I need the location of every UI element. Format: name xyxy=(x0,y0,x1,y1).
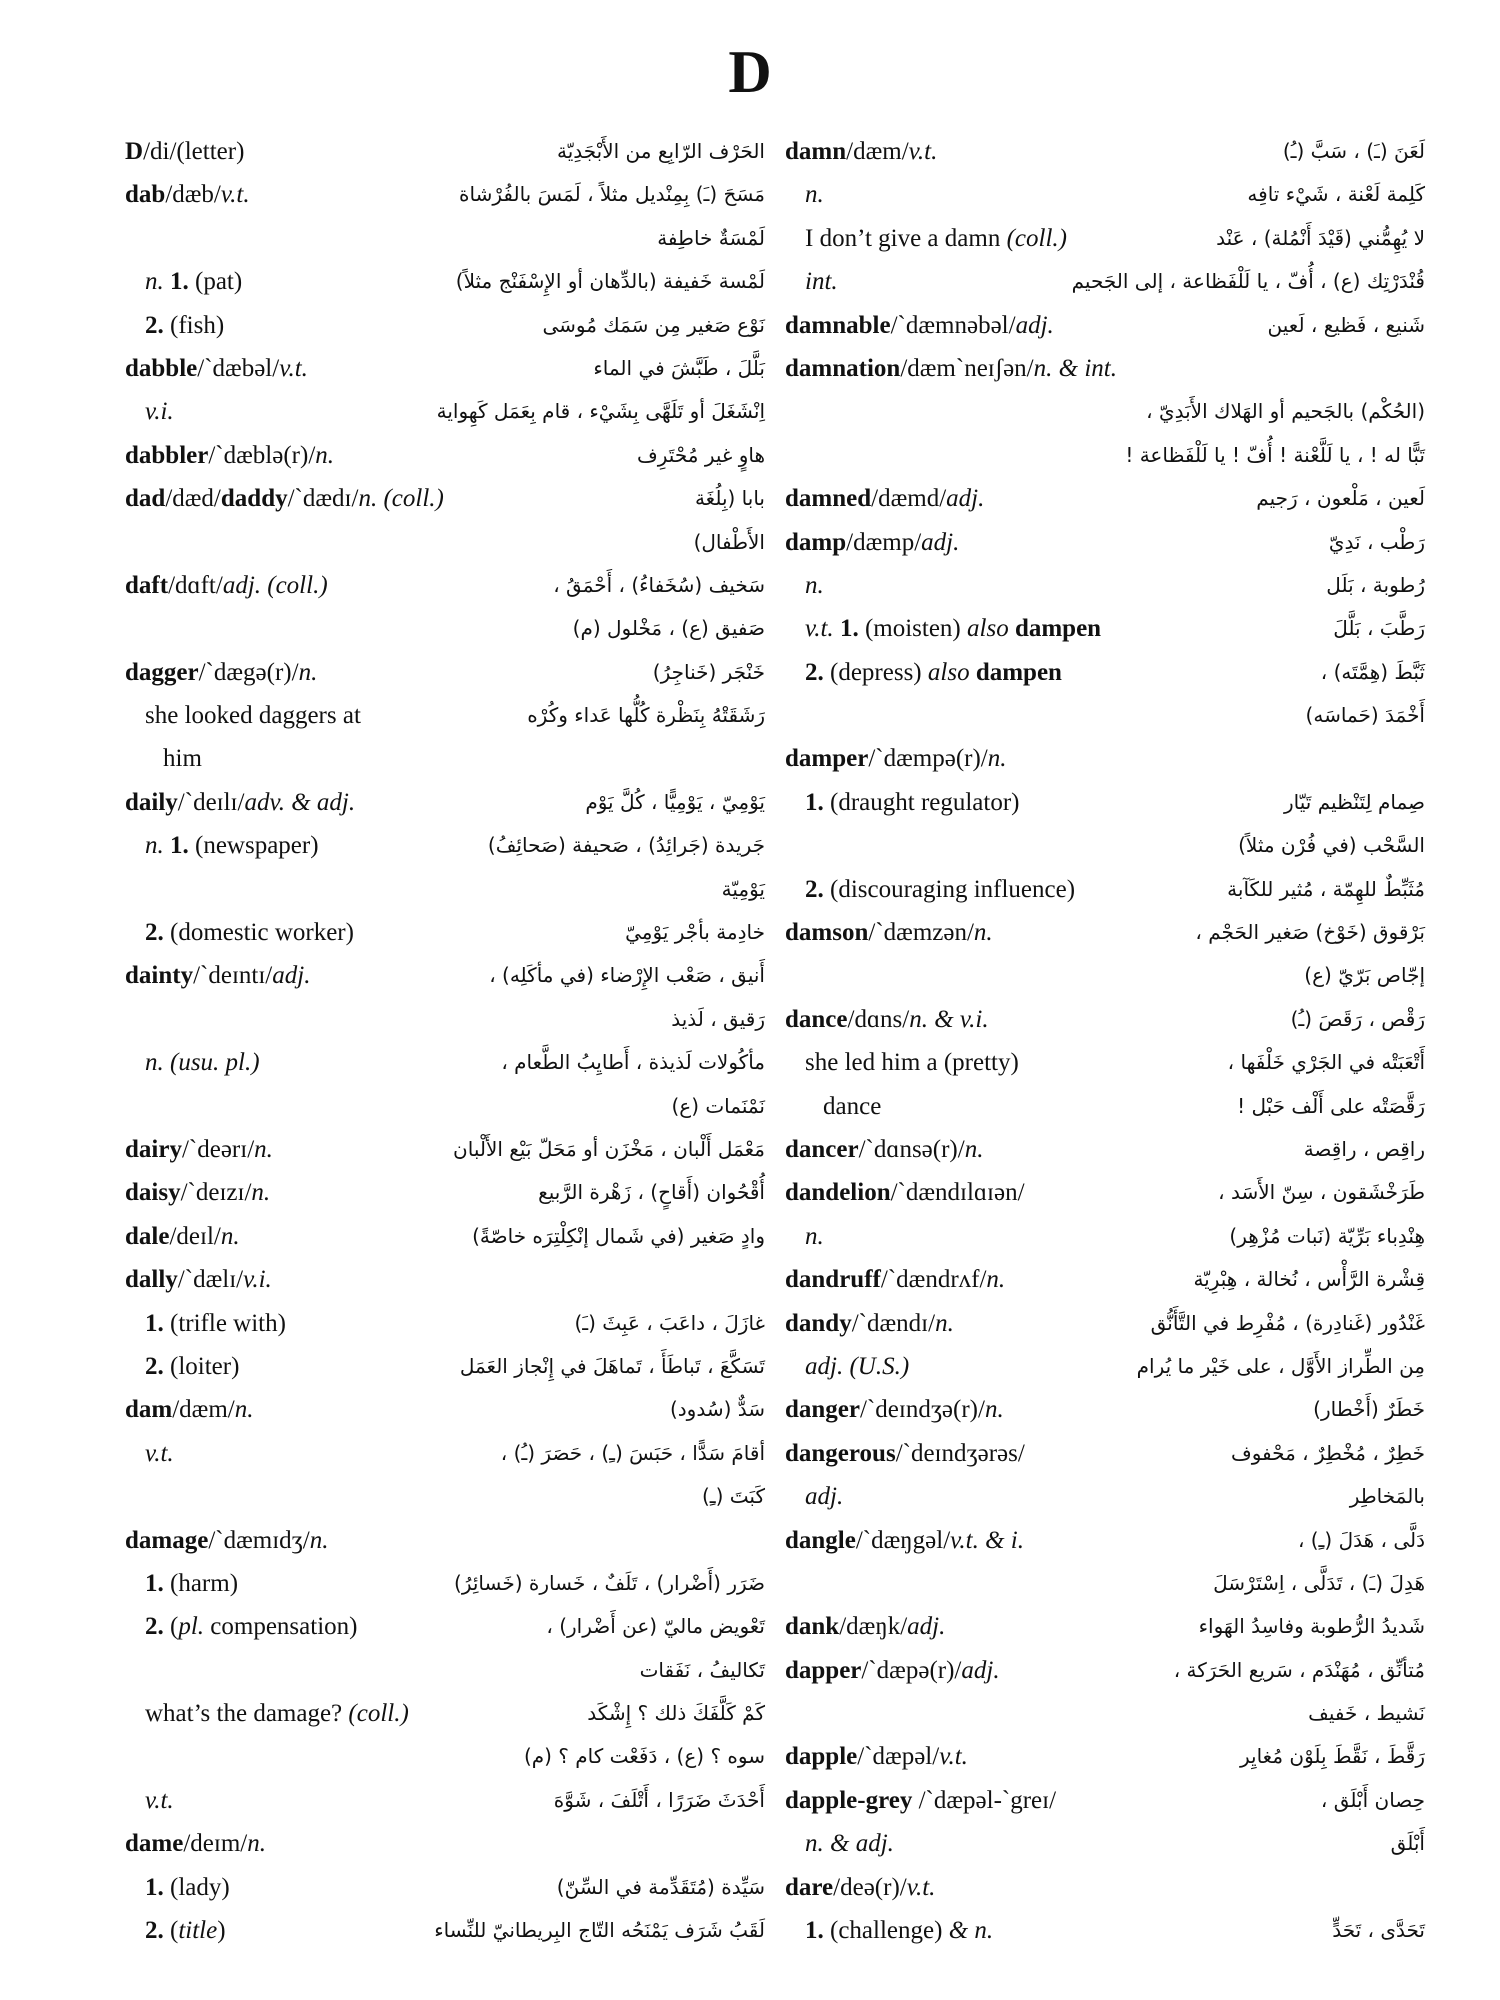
arabic-translation: مُتأنِّق ، مُهَنْدَم ، سَريع الحَرَكة ، xyxy=(1173,1657,1425,1682)
arabic-translation: لَعَنَ (ـَ) ، سَبَّ (ـُ) xyxy=(1282,139,1425,163)
arabic-translation: قُنْدَرْتِك (ع) ، أُفّ ، يا لَلْفَظاعة ، إلى الجَحيم xyxy=(1071,269,1425,294)
english-headword: dare/deə(r)/v.t. xyxy=(785,1873,936,1901)
english-headword: dance/dɑns/n. & v.i. xyxy=(785,1005,989,1033)
dictionary-entry-line xyxy=(785,1041,1425,1084)
english-headword: dab/dæb/v.t. xyxy=(125,181,250,209)
english-headword: dancer/ˋdɑnsə(r)/n. xyxy=(785,1135,984,1163)
arabic-translation: لَمْسَةٌ خاطِفة xyxy=(657,225,765,250)
arabic-translation: لَقَبُ شَرَف يَمْنَحُه التّاج البِريطانيّ للنِّساء xyxy=(434,1918,765,1943)
dictionary-entry-line xyxy=(785,1345,1425,1388)
dictionary-entry-line xyxy=(785,1649,1425,1692)
arabic-translation: شَنيع ، فَظيع ، لَعين xyxy=(1267,312,1425,337)
english-headword: what’s the damage? (coll.) xyxy=(145,1700,409,1728)
arabic-translation: لَمْسة خَفيفة (بالدِّهان أو الإِسْفَنْج مثلاً) xyxy=(455,269,765,294)
english-headword: danger/ˋdeɪndʒə(r)/n. xyxy=(785,1396,1004,1424)
arabic-translation: خَنْجَر (خَناجِرُ) xyxy=(652,659,765,684)
english-headword: dank/dæŋk/adj. xyxy=(785,1613,946,1641)
english-headword: dandy/ˋdændɪ/n. xyxy=(785,1309,954,1337)
arabic-translation: مَسَحَ (ـَ) بِمِنْديل مثلاً ، لَمَسَ بالفُرْشاة xyxy=(459,182,765,207)
english-headword: dabble/ˋdæbəl/v.t. xyxy=(125,354,308,382)
dictionary-entry-line xyxy=(125,1909,765,1952)
arabic-translation: رُطوبة ، بَلَل xyxy=(1326,572,1425,597)
arabic-translation: يَوْمِيّة xyxy=(721,876,765,901)
dictionary-entry-line xyxy=(785,1171,1425,1214)
english-headword: dad/dæd/daddy/ˋdædɪ/n. (coll.) xyxy=(125,485,444,513)
arabic-translation: كَمْ كَلَّفَكَ ذلك ؟ إِشْكَد xyxy=(587,1701,765,1726)
arabic-translation: مُثَبِّطٌ للهِمّة ، مُثير للكَآبة xyxy=(1227,876,1425,901)
english-headword: dale/deɪl/n. xyxy=(125,1222,240,1250)
dictionary-entry-line xyxy=(125,477,765,520)
arabic-translation: صَفيق (ع) ، مَخْلول (م) xyxy=(572,616,765,641)
dictionary-entry-line xyxy=(125,521,765,564)
arabic-translation: تَعْويض ماليّ (عن أَضْرار) ، xyxy=(546,1614,765,1639)
arabic-translation: صِمام لِتَنْظيم تَيّار xyxy=(1283,789,1425,814)
arabic-translation: تَحَدَّى ، تَحَدٍّ xyxy=(1332,1918,1425,1943)
arabic-translation: ثَبَّطَ (هِمَّتَه) ، xyxy=(1320,659,1425,684)
arabic-translation: تَكاليفُ ، نَفَقات xyxy=(639,1657,765,1682)
arabic-translation: مأكُولات لَذيذة ، أَطايِبُ الطَّعام ، xyxy=(501,1050,765,1075)
arabic-translation: غازَلَ ، داعَبَ ، عَبِثَ (ـَ) xyxy=(574,1310,765,1335)
arabic-translation: رَشَقَتْهُ بِنَظْرة كُلُّها عَداء وكُرْه xyxy=(527,703,765,728)
english-headword: damnation/dæmˋneɪʃən/n. & int. xyxy=(785,354,1117,382)
arabic-translation: بالمَخاطِر xyxy=(1349,1484,1425,1509)
arabic-translation: شَديدُ الرُّطوبة وفاسِدُ الهَواء xyxy=(1198,1614,1425,1639)
english-headword: v.t. xyxy=(145,1439,174,1467)
dictionary-entry-line xyxy=(125,1562,765,1605)
arabic-translation: اِنْشَغَلَ أو تَلَهَّى بِشَيْء ، قام بِعَمَل كَهِواية xyxy=(436,399,765,424)
arabic-translation: خَطِرٌ ، مُخْطِرٌ ، مَحْفوف xyxy=(1230,1440,1425,1465)
dictionary-entry-line xyxy=(785,1692,1425,1735)
english-headword: damnable/ˋdæmnəbəl/adj. xyxy=(785,311,1054,339)
english-headword: dangerous/ˋdeɪndʒərəs/ xyxy=(785,1439,1025,1467)
english-headword: n. xyxy=(805,1222,824,1250)
dictionary-entry-line xyxy=(785,911,1425,954)
arabic-translation: رَقَّطَ ، نَقَّطَ بِلَوْن مُغايِر xyxy=(1239,1744,1425,1769)
english-headword: him xyxy=(163,745,202,773)
arabic-translation: راقِص ، راقِصة xyxy=(1303,1136,1425,1161)
english-headword: damn/dæm/v.t. xyxy=(785,138,938,165)
arabic-translation: سَخيف (سُخَفاءُ) ، أَحْمَقُ ، xyxy=(553,572,765,597)
dictionary-entry-line xyxy=(125,1171,765,1214)
dictionary-entry-line xyxy=(785,607,1425,650)
dictionary-entry-line xyxy=(125,868,765,911)
dictionary-entry-line xyxy=(785,694,1425,737)
dictionary-entry-line xyxy=(785,1388,1425,1431)
dictionary-entry-line xyxy=(125,1475,765,1518)
dictionary-entry-line xyxy=(785,1519,1425,1562)
english-headword: adj. xyxy=(805,1483,844,1511)
english-headword: n. & adj. xyxy=(805,1830,894,1858)
english-headword: 1. (trifle with) xyxy=(145,1309,286,1337)
arabic-translation: رَقيق ، لَذيذ xyxy=(671,1006,765,1031)
dictionary-entry-line xyxy=(785,1475,1425,1518)
english-headword: dainty/ˋdeɪntɪ/adj. xyxy=(125,962,311,990)
dictionary-entry-line xyxy=(125,1041,765,1084)
arabic-translation: بَرْقوق (خَوْخ) صَغير الحَجْم ، xyxy=(1195,920,1425,945)
english-headword: I don’t give a damn (coll.) xyxy=(805,224,1067,252)
dictionary-entry-line xyxy=(785,1085,1425,1128)
arabic-translation: حِصان أَبْلَق ، xyxy=(1320,1787,1425,1812)
arabic-translation: كَلِمة لَعْنة ، شَيْء تافِه xyxy=(1247,182,1425,207)
dictionary-entry-line xyxy=(785,1562,1425,1605)
dictionary-entry-line xyxy=(125,1345,765,1388)
arabic-translation: سَيِّدة (مُتَقَدِّمة في السِّنّ) xyxy=(556,1874,765,1899)
dictionary-entry-line xyxy=(125,347,765,390)
dictionary-entry-line xyxy=(785,260,1425,303)
dictionary-entry-line xyxy=(125,1215,765,1258)
arabic-translation: كَبَتَ (ـِ) xyxy=(701,1484,765,1509)
dictionary-entry-line xyxy=(785,1215,1425,1258)
english-headword: dabbler/ˋdæblə(r)/n. xyxy=(125,441,335,469)
dictionary-entry-line xyxy=(125,564,765,607)
english-headword: dance xyxy=(823,1092,882,1120)
arabic-translation: رَقْص ، رَقَصَ (ـُ) xyxy=(1290,1006,1425,1031)
english-headword: n. (usu. pl.) xyxy=(145,1049,260,1077)
english-headword: dagger/ˋdægə(r)/n. xyxy=(125,658,318,686)
arabic-translation: لَعين ، مَلْعون ، رَجيم xyxy=(1256,486,1425,511)
english-headword: damned/dæmd/adj. xyxy=(785,485,985,513)
english-headword: 2. (depress) also dampen xyxy=(805,658,1062,686)
arabic-translation: أَنيق ، صَعْب الإِرْضاء (في مأكَلِه) ، xyxy=(489,963,765,988)
english-headword: damage/ˋdæmɪdʒ/n. xyxy=(125,1526,329,1554)
arabic-translation: أَبْلَق xyxy=(1390,1831,1425,1856)
arabic-translation: السَّحْب (في فُرْن مثلاً) xyxy=(1238,833,1425,858)
dictionary-entry-line xyxy=(125,390,765,433)
dictionary-entry-line xyxy=(785,1128,1425,1171)
arabic-translation: غَنْدُور (غَنادِرة) ، مُفْرِط في التَّأَنُّق xyxy=(1150,1310,1425,1335)
dictionary-entry-line xyxy=(125,998,765,1041)
english-headword: damson/ˋdæmzən/n. xyxy=(785,919,993,947)
arabic-translation: هِنْدِباء بَرِّيّة (نَبات مُزْهِر) xyxy=(1229,1223,1425,1248)
arabic-translation: الأَطْفال) xyxy=(693,529,765,554)
dictionary-entry-line xyxy=(785,1258,1425,1301)
english-headword: 1. (lady) xyxy=(145,1873,230,1901)
dictionary-entry-line xyxy=(125,824,765,867)
page-letter-heading: D xyxy=(728,39,772,105)
arabic-translation: دَلَّى ، هَدَلَ (ـِ) ، xyxy=(1297,1527,1425,1552)
dictionary-entry-line xyxy=(785,130,1425,173)
dictionary-entry-line xyxy=(785,737,1425,780)
arabic-translation: بابا (بِلُغَة xyxy=(694,486,765,511)
dictionary-entry-line xyxy=(125,1085,765,1128)
dictionary-entry-line xyxy=(125,954,765,997)
arabic-translation: أَحْدَثَ ضَرَرًا ، أَتْلَفَ ، شَوَّهَ xyxy=(553,1787,765,1812)
dictionary-entry-line xyxy=(785,304,1425,347)
dictionary-entry-line xyxy=(785,477,1425,520)
dictionary-entry-line xyxy=(125,1605,765,1648)
english-headword: dame/deɪm/n. xyxy=(125,1830,266,1858)
english-headword: dandelion/ˋdændɪlɑɪən/ xyxy=(785,1179,1025,1207)
english-headword: dam/dæm/n. xyxy=(125,1396,254,1424)
arabic-translation: أَتْعَبَتْه في الجَرْي خَلْفَها ، xyxy=(1227,1050,1425,1075)
english-headword: 1. (challenge) & n. xyxy=(805,1917,994,1945)
dictionary-entry-line xyxy=(125,651,765,694)
dictionary-entry-line xyxy=(785,564,1425,607)
english-headword: int. xyxy=(805,268,838,296)
arabic-translation: أَخْمَدَ (حَماسَه) xyxy=(1305,703,1425,728)
arabic-translation: سوه ؟ (ع) ، دَفَعْت كام ؟ (م) xyxy=(523,1744,765,1769)
arabic-translation: تَسَكَّعَ ، تَباطَأَ ، تَماهَلَ في إِنْجاز العَمَل xyxy=(459,1353,765,1378)
dictionary-entry-line xyxy=(785,1909,1425,1952)
english-headword: D/di/(letter) xyxy=(125,138,245,165)
english-headword: dangle/ˋdæŋgəl/v.t. & i. xyxy=(785,1526,1024,1554)
dictionary-entry-line xyxy=(125,1866,765,1909)
arabic-translation: طَرَخْشَقون ، سِنّ الأَسَد ، xyxy=(1218,1180,1425,1205)
dictionary-entry-line xyxy=(125,1822,765,1865)
dictionary-entry-line xyxy=(125,781,765,824)
dictionary-entry-line xyxy=(785,1866,1425,1909)
dictionary-entry-line xyxy=(785,1735,1425,1778)
dictionary-entry-line xyxy=(125,304,765,347)
english-headword: 2. (fish) xyxy=(145,311,225,339)
dictionary-entry-line xyxy=(125,1302,765,1345)
english-headword: she looked daggers at xyxy=(145,702,361,730)
dictionary-entry-line xyxy=(125,1692,765,1735)
dictionary-entry-line xyxy=(785,390,1425,433)
arabic-translation: إجّاص بَرّيّ (ع) xyxy=(1304,963,1425,988)
arabic-translation: (الحُكْم) بالجَحيم أو الهَلاك الأَبَدِيّ ، xyxy=(1146,399,1425,424)
arabic-translation: بَلَّلَ ، طَبَّشَ في الماء xyxy=(593,355,765,380)
english-headword: n. 1. (pat) xyxy=(145,268,243,296)
english-headword: n. 1. (newspaper) xyxy=(145,832,319,860)
english-headword: v.t. 1. (moisten) also dampen xyxy=(805,615,1102,643)
english-headword: n. xyxy=(805,571,824,599)
dictionary-entry-line xyxy=(125,694,765,737)
dictionary-entry-line xyxy=(785,998,1425,1041)
dictionary-entry-line xyxy=(785,1605,1425,1648)
arabic-translation: رَقَّصَتْه على أَلْف حَبْل ! xyxy=(1237,1093,1425,1118)
dictionary-entry-line xyxy=(785,954,1425,997)
dictionary-entry-line xyxy=(125,130,765,173)
dictionary-entry-line xyxy=(125,911,765,954)
dictionary-entry-line xyxy=(125,260,765,303)
dictionary-entry-line xyxy=(125,1649,765,1692)
arabic-translation: مَعْمَل أَلْبان ، مَخْزَن أو مَحَلّ بَيْع الأَلْبان xyxy=(453,1136,765,1161)
dictionary-entry-line xyxy=(785,1822,1425,1865)
arabic-translation: هَدِلَ (ـَ) ، تَدَلَّى ، اِسْتَرْسَلَ xyxy=(1213,1570,1425,1595)
english-headword: daisy/ˋdeɪzɪ/n. xyxy=(125,1179,271,1207)
english-headword: dapper/ˋdæpə(r)/adj. xyxy=(785,1656,1000,1684)
dictionary-entry-line xyxy=(125,1388,765,1431)
dictionary-entry-line xyxy=(125,1432,765,1475)
dictionary-entry-line xyxy=(785,1779,1425,1822)
dictionary-entry-line xyxy=(125,1735,765,1778)
arabic-translation: خَطَرٌ (أَخْطار) xyxy=(1313,1397,1425,1422)
english-headword: daily/ˋdeɪlɪ/adv. & adj. xyxy=(125,788,356,816)
arabic-translation: أقامَ سَدًّا ، حَبَسَ (ـِ) ، حَصَرَ (ـُ) ، xyxy=(500,1440,765,1465)
arabic-translation: سَدٌّ (سُدود) xyxy=(669,1397,765,1422)
dictionary-entry-line xyxy=(125,607,765,650)
english-headword: 2. (pl. compensation) xyxy=(145,1613,358,1641)
english-headword: dally/ˋdælɪ/v.i. xyxy=(125,1266,272,1294)
arabic-translation: خادِمة بأجْر يَوْمِيّ xyxy=(625,920,765,945)
arabic-translation: هاوٍ غير مُحْتَرِف xyxy=(637,442,765,467)
arabic-translation: وادٍ صَغير (في شَمال إنْكِلْتِرَه خاصّةً) xyxy=(472,1223,765,1248)
english-headword: damp/dæmp/adj. xyxy=(785,528,960,556)
arabic-translation: لا يُهِمُّني (قَيْدَ أَنْمُلة) ، عَنْد xyxy=(1216,225,1425,250)
arabic-translation: أُقْحُوان (أَقاحٍ) ، زَهْرة الرَّبيع xyxy=(538,1180,765,1205)
arabic-translation: تَبًّا له ! ، يا لَلَّعْنة ! أُفّ ! يا لَلْفَظاعة ! xyxy=(1125,442,1425,467)
dictionary-entry-line xyxy=(125,1779,765,1822)
english-headword: 1. (draught regulator) xyxy=(805,788,1020,816)
dictionary-entry-line xyxy=(785,434,1425,477)
arabic-translation: نَمْنَمات (ع) xyxy=(671,1093,765,1118)
arabic-translation: نَوْع صَغير مِن سَمَك مُوسَى xyxy=(542,312,765,337)
arabic-translation: ضَرَر (أَضْرار) ، تَلَفٌ ، خَسارة (خَسائِرُ) xyxy=(454,1570,765,1595)
dictionary-entry-line xyxy=(785,217,1425,260)
english-headword: n. xyxy=(805,181,824,209)
english-headword: 1. (harm) xyxy=(145,1569,239,1597)
arabic-translation: جَريدة (جَرائِدُ) ، صَحيفة (صَحائِفُ) xyxy=(487,833,765,858)
dictionary-entry-line xyxy=(125,434,765,477)
dictionary-entry-line xyxy=(125,217,765,260)
dictionary-entry-line xyxy=(125,1258,765,1301)
english-headword: dapple-grey /ˋdæpəl-ˋgreɪ/ xyxy=(785,1786,1057,1814)
dictionary-entry-line xyxy=(785,1302,1425,1345)
arabic-translation: نَشيط ، خَفيف xyxy=(1308,1701,1425,1726)
dictionary-entry-line xyxy=(785,868,1425,911)
english-headword: 2. (discouraging influence) xyxy=(805,875,1076,903)
arabic-translation: رَطْب ، نَدِيّ xyxy=(1328,529,1425,554)
dictionary-entry-line xyxy=(125,1519,765,1562)
dictionary-entry-line xyxy=(125,737,765,780)
english-headword: dairy/ˋdeərɪ/n. xyxy=(125,1135,273,1163)
dictionary-entry-line xyxy=(785,651,1425,694)
english-headword: 2. (title) xyxy=(145,1917,226,1945)
english-headword: v.t. xyxy=(145,1786,174,1814)
left-column xyxy=(125,130,765,1952)
english-headword: dapple/ˋdæpəl/v.t. xyxy=(785,1743,968,1771)
dictionary-entry-line xyxy=(785,347,1425,390)
arabic-translation: يَوْمِيّ ، يَوْمِيًّا ، كُلَّ يَوْم xyxy=(585,789,765,814)
arabic-translation: قِشْرة الرَّأْس ، نُخالة ، هِبْرِيّة xyxy=(1193,1267,1425,1292)
dictionary-entry-line xyxy=(125,1128,765,1171)
dictionary-entry-line xyxy=(785,521,1425,564)
english-headword: she led him a (pretty) xyxy=(805,1049,1019,1077)
right-column xyxy=(785,130,1425,1952)
dictionary-entry-line xyxy=(125,173,765,216)
english-headword: v.i. xyxy=(145,398,174,426)
dictionary-entry-line xyxy=(785,173,1425,216)
dictionary-entry-line xyxy=(785,824,1425,867)
english-headword: dandruff/ˋdændrʌf/n. xyxy=(785,1266,1006,1294)
dictionary-entry-line xyxy=(785,1432,1425,1475)
english-headword: 2. (domestic worker) xyxy=(145,919,354,947)
arabic-translation: مِن الطِّراز الأَوَّل ، على خَيْر ما يُرام xyxy=(1136,1353,1425,1378)
english-headword: 2. (loiter) xyxy=(145,1352,240,1380)
arabic-translation: الحَرْف الرّابِع من الأَبْجَدِيّة xyxy=(556,139,765,163)
dictionary-entry-line xyxy=(785,781,1425,824)
arabic-translation: رَطَّبَ ، بَلَّلَ xyxy=(1333,616,1425,641)
english-headword: damper/ˋdæmpə(r)/n. xyxy=(785,745,1007,773)
english-headword: adj. (U.S.) xyxy=(805,1352,910,1380)
english-headword: daft/dɑft/adj. (coll.) xyxy=(125,571,328,599)
